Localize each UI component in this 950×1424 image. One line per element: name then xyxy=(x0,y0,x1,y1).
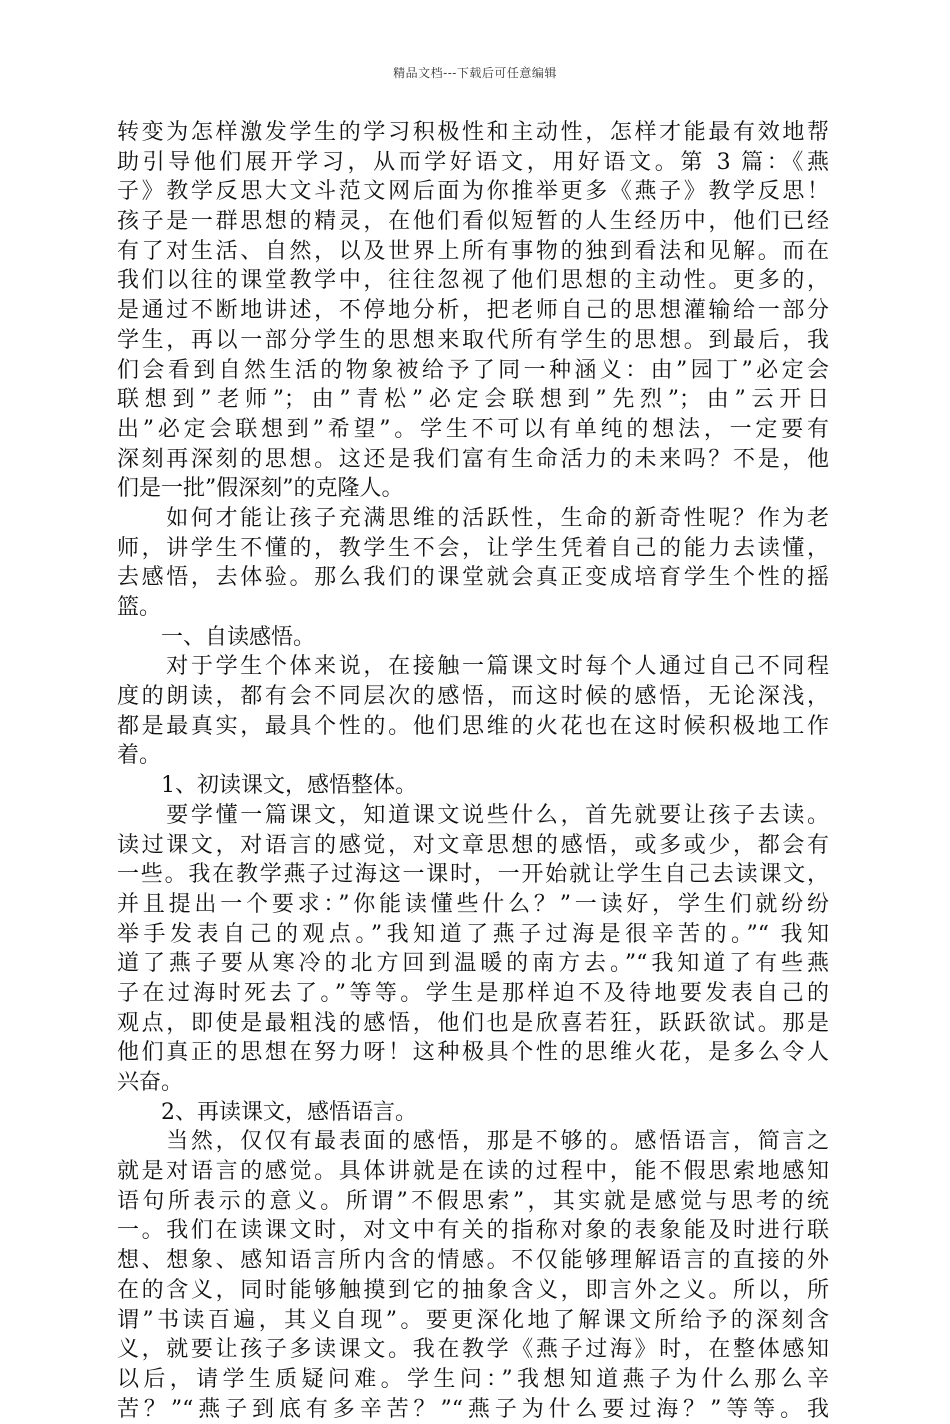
text-line: 一、自读感悟。 xyxy=(117,624,316,650)
text-line: 们是一批”假深刻”的克隆人。 xyxy=(117,476,404,502)
text-line: 并且提出一个要求：”你能读懂些什么？”一读好，学生们就纷纷 xyxy=(117,891,829,917)
text-line: 苦？”“燕子到底有多辛苦？”“燕子为什么要过海？”等等。我 xyxy=(117,1396,829,1422)
text-line: 都是最真实，最具个性的。他们思维的火花也在这时候积极地工作 xyxy=(117,713,829,739)
text-line: 一。我们在读课文时，对文中有关的指称对象的表象能及时进行联 xyxy=(117,1218,829,1244)
text-line: 联想到”老师”；由”青松”必定会联想到”先烈”；由”云开日 xyxy=(117,387,829,413)
text-line: 度的朗读，都有会不同层次的感悟，而这时候的感悟，无论深浅， xyxy=(117,684,829,710)
text-line: 一些。我在教学燕子过海这一课时，一开始就让学生自己去读课文， xyxy=(117,862,829,888)
text-line: 们会看到自然生活的物象被给予了同一种涵义：由”园丁”必定会 xyxy=(117,357,829,383)
text-line: 子在过海时死去了。”等等。学生是那样迫不及待地要发表自己的 xyxy=(117,980,829,1006)
text-line: 他们真正的思想在努力呀！这种极具个性的思维火花，是多么令人 xyxy=(117,1040,829,1066)
text-line: 2、再读课文，感悟语言。 xyxy=(117,1099,417,1125)
text-line: 子》教学反思大文斗范文网后面为你推举更多《燕子》教学反思！ xyxy=(117,179,829,205)
text-line: 深刻再深刻的思想。这还是我们富有生命活力的未来吗？不是，他 xyxy=(117,446,829,472)
text-line: 助引导他们展开学习，从而学好语文，用好语文。第 3 篇：《燕 xyxy=(117,149,829,175)
text-line: 当然，仅仅有最表面的感悟，那是不够的。感悟语言，简言之 xyxy=(117,1129,829,1155)
text-line: 谓”书读百遍，其义自现”。要更深化地了解课文所给予的深刻含 xyxy=(117,1307,829,1333)
text-line: 以后，请学生质疑问难。学生问：”我想知道燕子为什么那么辛 xyxy=(117,1366,829,1392)
text-line: 兴奋。 xyxy=(117,1070,184,1095)
page-header: 精品文档---下载后可任意编辑 xyxy=(393,66,557,80)
text-line: 对于学生个体来说，在接触一篇课文时每个人通过自己不同程 xyxy=(117,654,829,680)
text-line: 观点，即使是最粗浅的感悟，他们也是欣喜若狂，跃跃欲试。那是 xyxy=(117,1010,829,1036)
text-line: 1、初读课文，感悟整体。 xyxy=(117,773,417,799)
text-line: 师，讲学生不懂的，教学生不会，让学生凭着自己的能力去读懂， xyxy=(117,535,829,561)
text-line: 读过课文，对语言的感觉，对文章思想的感悟，或多或少，都会有 xyxy=(117,832,829,858)
text-line: 如何才能让孩子充满思维的活跃性，生命的新奇性呢？作为老 xyxy=(117,505,829,531)
text-line: 转变为怎样激发学生的学习积极性和主动性，怎样才能最有效地帮 xyxy=(117,120,829,145)
text-line: 篮。 xyxy=(117,595,162,620)
text-line: 就是对语言的感觉。具体讲就是在读的过程中，能不假思索地感知 xyxy=(117,1159,829,1185)
text-line: 要学懂一篇课文，知道课文说些什么，首先就要让孩子去读。 xyxy=(117,802,829,828)
text-line: 义，就要让孩子多读课文。我在教学《燕子过海》时，在整体感知 xyxy=(117,1337,829,1363)
text-line: 去感悟，去体验。那么我们的课堂就会真正变成培育学生个性的摇 xyxy=(117,565,829,591)
text-line: 有了对生活、自然，以及世界上所有事物的独到看法和见解。而在 xyxy=(117,238,829,264)
text-line: 在的含义，同时能够触摸到它的抽象含义，即言外之义。所以，所 xyxy=(117,1277,829,1303)
text-line: 语句所表示的意义。所谓”不假思索”，其实就是感觉与思考的统 xyxy=(117,1188,829,1214)
text-line: 学生，再以一部分学生的思想来取代所有学生的思想。到最后，我 xyxy=(117,327,829,353)
text-line: 着。 xyxy=(117,743,162,769)
text-line: 举手发表自己的观点。”我知道了燕子过海是很辛苦的。”“ 我知 xyxy=(117,921,829,947)
text-line: 孩子是一群思想的精灵，在他们看似短暂的人生经历中，他们已经 xyxy=(117,209,829,235)
text-line: 想、想象、感知语言所内含的情感。不仅能够理解语言的直接的外 xyxy=(117,1248,829,1274)
text-line: 出”必定会联想到”希望”。学生不可以有单纯的想法，一定要有 xyxy=(117,416,829,442)
text-line: 道了燕子要从寒冷的北方回到温暖的南方去。”“我知道了有些燕 xyxy=(117,951,829,977)
text-line: 我们以往的课堂教学中，往往忽视了他们思想的主动性。更多的， xyxy=(117,268,829,294)
text-line: 是通过不断地讲述，不停地分析，把老师自己的思想灌输给一部分 xyxy=(117,298,829,324)
document-body xyxy=(117,118,829,1424)
